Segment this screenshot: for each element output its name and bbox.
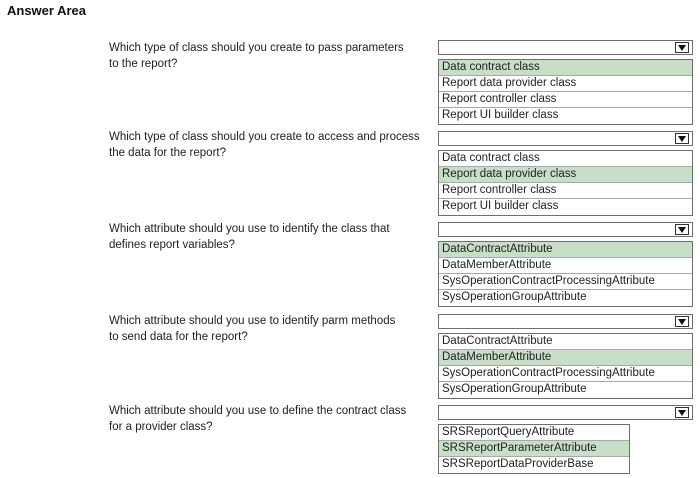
dropdown-5-option-2[interactable]: SRSReportParameterAttribute	[439, 441, 629, 457]
dropdown-2[interactable]	[438, 131, 693, 216]
question-5	[109, 403, 431, 435]
dropdown-1-options	[438, 59, 693, 125]
dropdown-5-option-3[interactable]: SRSReportDataProviderBase	[442, 458, 594, 470]
question-2-line-2: the data for the report?	[109, 147, 226, 159]
chevron-down-icon[interactable]	[675, 42, 689, 53]
dropdown-3[interactable]	[438, 222, 693, 307]
question-3-line-1: Which attribute should you use to identify the class that	[109, 223, 390, 235]
question-3-line-2: defines report variables?	[109, 239, 235, 251]
question-4	[109, 313, 431, 345]
chevron-down-icon[interactable]	[675, 224, 689, 235]
dropdown-5-option-1[interactable]: SRSReportQueryAttribute	[439, 425, 629, 441]
dropdown-3-option-2[interactable]: DataMemberAttribute	[439, 258, 692, 274]
dropdown-1-toggle[interactable]	[438, 40, 693, 55]
dropdown-4-option-1[interactable]: DataContractAttribute	[439, 334, 692, 350]
dropdown-1-option-1[interactable]: Data contract class	[439, 60, 692, 76]
dropdown-4-options	[438, 333, 693, 399]
dropdown-4-toggle[interactable]	[438, 314, 693, 329]
dropdown-1-option-4[interactable]: Report UI builder class	[442, 109, 559, 121]
chevron-down-icon[interactable]	[675, 407, 689, 418]
dropdown-1-option-3[interactable]: Report controller class	[439, 92, 692, 108]
dropdown-4-option-2[interactable]: DataMemberAttribute	[439, 350, 692, 366]
question-5-line-1: Which attribute should you use to define the contract class	[109, 405, 407, 417]
question-4-line-1: Which attribute should you use to identify parm methods	[109, 315, 396, 327]
dropdown-2-option-2[interactable]: Report data provider class	[439, 167, 692, 183]
dropdown-3-toggle[interactable]	[438, 222, 693, 237]
question-2	[109, 129, 431, 161]
dropdown-2-toggle[interactable]	[438, 131, 693, 146]
dropdown-2-option-3[interactable]: Report controller class	[439, 183, 692, 199]
answer-area-title: Answer Area	[7, 3, 86, 18]
dropdown-4-option-4[interactable]: SysOperationGroupAttribute	[442, 383, 587, 395]
dropdown-1[interactable]	[438, 40, 693, 125]
dropdown-3-option-4[interactable]: SysOperationGroupAttribute	[442, 291, 587, 303]
chevron-down-icon[interactable]	[675, 316, 689, 327]
dropdown-3-option-3[interactable]: SysOperationContractProcessingAttribute	[439, 274, 692, 290]
dropdown-3-options	[438, 241, 693, 307]
question-2-line-1: Which type of class should you create to access and process	[109, 131, 420, 143]
chevron-down-icon[interactable]	[675, 133, 689, 144]
dropdown-5-options	[438, 424, 630, 474]
question-1	[109, 40, 431, 72]
dropdown-2-options	[438, 150, 693, 216]
question-4-line-2: to send data for the report?	[109, 331, 248, 343]
dropdown-1-option-2[interactable]: Report data provider class	[439, 76, 692, 92]
dropdown-4[interactable]	[438, 314, 693, 399]
dropdown-2-option-1[interactable]: Data contract class	[439, 151, 692, 167]
question-1-line-1: Which type of class should you create to pass parameters	[109, 42, 404, 54]
dropdown-2-option-4[interactable]: Report UI builder class	[442, 200, 559, 212]
dropdown-5[interactable]	[438, 405, 693, 474]
question-3	[109, 221, 431, 253]
dropdown-4-option-3[interactable]: SysOperationContractProcessingAttribute	[439, 366, 692, 382]
dropdown-3-option-1[interactable]: DataContractAttribute	[439, 242, 692, 258]
question-1-line-2: to the report?	[109, 58, 178, 70]
dropdown-5-toggle[interactable]	[438, 405, 693, 420]
question-5-line-2: for a provider class?	[109, 421, 213, 433]
